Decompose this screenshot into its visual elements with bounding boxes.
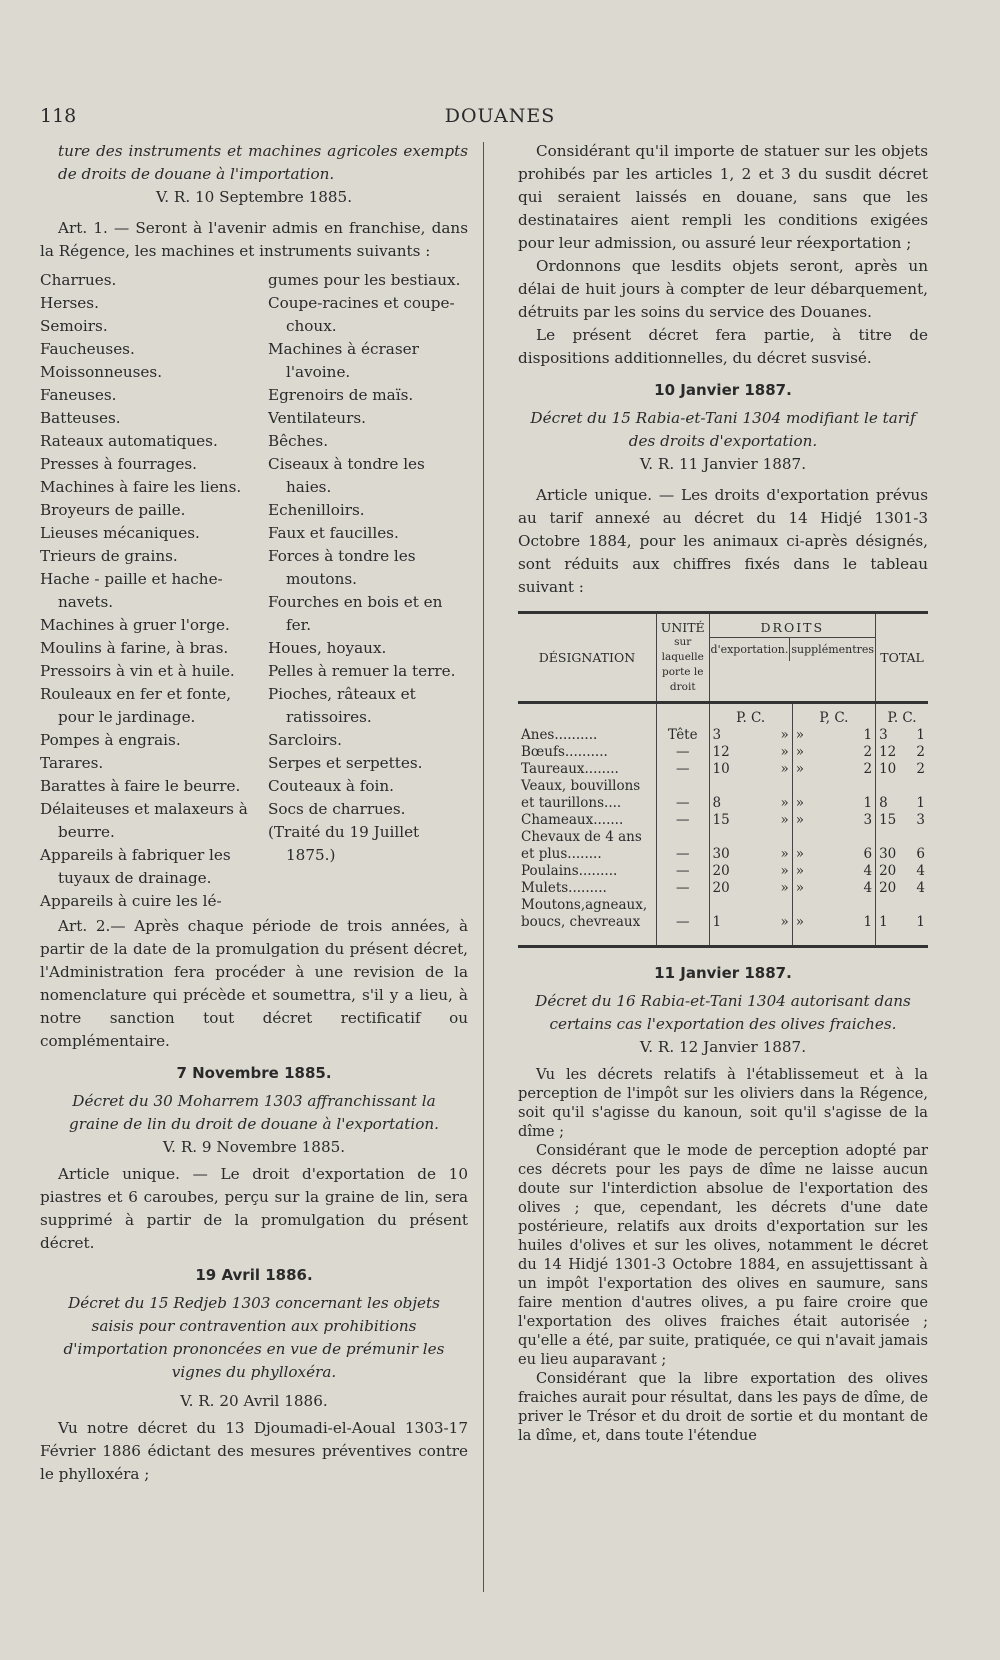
list-item: Coupe-racines et coupe-choux. [268,294,455,335]
value-p: » [795,880,805,896]
list-item: Machines à faire les liens. [40,478,242,496]
value-p: » [795,795,805,811]
col-droits [709,613,876,703]
value-c: 4 [916,880,925,896]
article-1: Art. 1. — Seront à l'avenir admis en franchise, dans la Régence, les machines et instruments suivants : [40,219,468,260]
value-c: » [780,744,789,760]
row-designation: Taureaux........ [521,761,619,777]
list-item: Moulins à farine, à bras. [40,639,229,657]
row-unit: — [656,778,709,812]
list-item: Rateaux automatiques. [40,432,218,450]
machines-list-left [40,269,252,913]
row-total [876,761,928,778]
list-item: Batteuses. [40,409,121,427]
row-exportation [709,778,792,812]
col-supplementaires: supplémentres [789,637,875,661]
decree-title: Décret du 15 Rabia-et-Tani 1304 modifiant le tarif des droits d'exportation. [530,409,916,450]
col-unite [656,613,709,703]
value-p: 12 [879,744,897,760]
vr-line: V. R. 9 Novembre 1885. [162,1138,346,1156]
paragraph: Considérant que le mode de perception adopté par ces décrets pour les pays de dîme ne laisse aucun doute sur l'interdiction absolue de l'exportation des olives ; que, cependant, les décrets d'une date postérieure, relatifs aux droits d'exportation sur les huiles d'olives et sur les olives, notamment le décret du 14 Hidjé 1301-3 Octobre 1884, en assujettissant à un impôt l'exportation des olives en saumure, sans faire mention d'autres olives, a pu faire croire que l'exportation des olives fraiches était autorisée ; qu'elle a été, par suite, pratiquée, ce qui n'avait jamais eu lieu auparavant ; [518,1142,928,1368]
row-supplementaires [792,761,875,778]
row-supplementaires [792,897,875,947]
value-p: 8 [712,795,722,811]
row-supplementaires [792,727,875,744]
running-head [40,105,960,131]
list-item: Rouleaux en fer et fonte, pour le jardinage. [40,685,232,726]
table-row [518,880,928,897]
decree-title: Décret du 16 Rabia-et-Tani 1304 autorisant dans certains cas l'exportation des olives fraiches. [535,992,911,1033]
table-row [518,727,928,744]
value-p: 1 [712,914,722,930]
list-item: Sarcloirs. [268,731,342,749]
list-item: Socs de charrues. [268,800,406,818]
value-p: » [795,846,805,862]
value-c: 1 [916,914,925,930]
table-row [518,778,928,812]
row-designation: Poulains......... [521,863,618,879]
vr-line: V. R. 12 Janvier 1887. [639,1038,807,1056]
list-item: Barattes à faire le beurre. [40,777,241,795]
value-c: 6 [916,846,925,862]
list-item: Semoirs. [40,317,108,335]
value-p: 30 [712,846,730,862]
value-c: 2 [863,744,873,760]
value-p: » [795,863,805,879]
paragraph: Le présent décret fera partie, à titre de dispositions additionnelles, du décret susvisé. [518,326,928,367]
col-unite-label: UNITÉ [660,620,705,635]
decree-date: 19 Avril 1886. [195,1266,313,1284]
row-supplementaires [792,778,875,812]
row-designation: Mulets......... [521,880,607,896]
decree-title: Décret du 30 Moharrem 1303 affranchissant la graine de lin du droit de douane à l'exportation. [69,1092,439,1133]
list-item: Lieuses mécaniques. [40,524,200,542]
decree-date: 10 Janvier 1887. [654,381,792,399]
list-item: Broyeurs de paille. [40,501,186,519]
unit-label: P, C. [792,703,875,728]
value-c: 3 [863,812,873,828]
value-c: » [780,863,789,879]
value-p: 10 [879,761,897,777]
row-exportation [709,880,792,897]
row-unit: — [656,897,709,947]
value-c: 6 [863,846,873,862]
paragraph: Considérant qu'il importe de statuer sur les objets prohibés par les articles 1, 2 et 3 du susdit décret qui seraient laissés en douane, sans que les destinataires aient rempli les conditions exigées pour leur admission, ou assuré leur réexportation ; [518,142,928,252]
vr-line: V. R. 20 Avril 1886. [180,1392,328,1410]
col-designation: DÉSIGNATION [518,613,656,703]
column-divider [483,142,484,1592]
page-number: 118 [40,105,77,127]
row-unit: — [656,744,709,761]
value-c: 1 [863,914,873,930]
row-unit: — [656,812,709,829]
value-p: 8 [879,795,888,811]
tariff-table [518,611,928,948]
article-unique: Article unique. — Les droits d'exportation prévus au tarif annexé au décret du 14 Hidjé 1301-3 Octobre 1884, pour les animaux ci-après désignés, sont réduits aux chiffres fixés dans le tableau suivant : [518,486,928,596]
list-item: Pressoirs à vin et à huile. [40,662,235,680]
value-c: » [780,795,789,811]
list-item: Faneuses. [40,386,117,404]
value-c: 1 [916,795,925,811]
value-p: 30 [879,846,897,862]
paragraph: Vu notre décret du 13 Djoumadi-el-Aoual 1303-17 Février 1886 édictant des mesures préventives contre le phylloxéra ; [40,1419,468,1483]
value-c: 4 [863,863,873,879]
value-c: 2 [916,744,925,760]
row-exportation [709,744,792,761]
value-p: 10 [712,761,730,777]
running-title: DOUANES [444,105,556,127]
list-item: Faucheuses. [40,340,135,358]
list-item: Couteaux à foin. [268,777,394,795]
list-item: Serpes et serpettes. [268,754,423,772]
value-p: » [795,744,805,760]
row-total [876,778,928,812]
value-c: » [780,727,789,743]
table-row [518,744,928,761]
value-c: 2 [916,761,925,777]
value-p: 20 [712,863,730,879]
list-item: Echenilloirs. [268,501,365,519]
row-total [876,863,928,880]
col-unite-sub: sur laquelle porte le droit [661,636,704,693]
list-item: Forces à tondre les moutons. [268,547,416,588]
list-item: Bêches. [268,432,329,450]
list-item: Moissonneuses. [40,363,163,381]
value-p: 12 [712,744,730,760]
row-designation: Chameaux....... [521,812,624,828]
list-item: Tarares. [40,754,104,772]
paragraph: Considérant que la libre exportation des olives fraiches aurait pour résultat, dans les pays de dîme, de priver le Trésor et du droit de sortie et du montant de la dîme, et, dans toute l'étendue [518,1370,928,1444]
list-item: Ventilateurs. [268,409,366,427]
value-p: » [795,914,805,930]
olives-decree-text [518,1065,928,1445]
row-unit: — [656,761,709,778]
row-supplementaires [792,744,875,761]
row-exportation [709,727,792,744]
list-item: Délaiteuses et malaxeurs à beurre. [40,800,248,841]
list-item: Presses à fourrages. [40,455,197,473]
value-p: » [795,812,805,828]
value-c: » [780,761,789,777]
decree-date: 7 Novembre 1885. [176,1064,332,1082]
row-total [876,829,928,863]
value-p: 20 [879,880,897,896]
decree-date: 11 Janvier 1887. [654,964,792,982]
row-supplementaires [792,863,875,880]
list-item: Machines à écraser l'avoine. [268,340,419,381]
table-cell [518,703,656,728]
list-item: gumes pour les bestiaux. [268,271,461,289]
list-item: Faux et faucilles. [268,524,399,542]
article-2: Art. 2.— Après chaque période de trois années, à partir de la date de la promulgation du présent décret, l'Administration fera procéder à une revision de la nomenclature qui précède et soumettra, s'il y a lieu, à notre sanction tout décret rectificatif ou complémentaire. [40,917,468,1050]
vr-line: V. R. 11 Janvier 1887. [639,455,807,473]
row-designation: Chevaux de 4 ans et plus........ [521,829,642,862]
value-c: 2 [863,761,873,777]
table-row [518,829,928,863]
row-designation: Anes.......... [521,727,598,743]
unit-label: P. C. [876,703,928,728]
row-unit: Tête [656,727,709,744]
list-item: Machines à gruer l'orge. [40,616,230,634]
row-unit: — [656,880,709,897]
unit-label: P. C. [709,703,792,728]
right-column [518,140,928,1445]
row-exportation [709,812,792,829]
list-item: Pioches, râteaux et ratissoires. [268,685,416,726]
value-p: 20 [712,880,730,896]
row-exportation [709,897,792,947]
value-p: 3 [879,727,888,743]
row-designation: Moutons,agneaux, boucs, chevreaux [521,897,648,930]
decree-title: Décret du 15 Redjeb 1303 concernant les objets saisis pour contravention aux prohibitions d'importation prononcées en vue de prémunir les vignes du phylloxéra. [63,1294,445,1381]
machines-list-right [268,269,468,913]
row-supplementaires [792,812,875,829]
table-row [518,812,928,829]
row-supplementaires [792,829,875,863]
list-item: Appareils à cuire les lé- [40,892,222,910]
machines-list [40,269,468,913]
row-exportation [709,863,792,880]
row-unit: — [656,829,709,863]
list-item: Houes, hoyaux. [268,639,387,657]
row-designation: Bœufs.......... [521,744,608,760]
col-droits-sub [710,637,876,661]
left-column [40,140,468,1486]
table-row [518,897,928,947]
value-p: » [795,761,805,777]
row-designation: Veaux, bouvillons et taurillons.... [521,778,641,811]
row-total [876,727,928,744]
row-total [876,812,928,829]
decree-title-continued: ture des instruments et machines agricoles exempts de droits de douane à l'importation. [58,142,468,183]
value-p: 15 [712,812,730,828]
col-total: TOTAL [876,613,928,703]
table-row [518,761,928,778]
list-item: Trieurs de grains. [40,547,178,565]
row-total [876,897,928,947]
table-row [518,863,928,880]
row-total [876,744,928,761]
article-unique: Article unique. — Le droit d'exportation de 10 piastres et 6 caroubes, perçu sur la graine de lin, sera supprimé à partir de la promulgation du présent décret. [40,1165,468,1252]
value-p: 15 [879,812,897,828]
list-item: Fourches en bois et en fer. [268,593,443,634]
list-item: Hache - paille et hache-navets. [40,570,223,611]
vr-line: V. R. 10 Septembre 1885. [155,188,353,206]
table-cell [656,703,709,728]
col-droits-label: DROITS [760,620,825,635]
value-c: 4 [916,863,925,879]
list-item: Herses. [40,294,99,312]
row-exportation [709,761,792,778]
list-item: Pelles à remuer la terre. [268,662,456,680]
value-c: » [780,812,789,828]
value-p: 3 [712,727,722,743]
value-p: 1 [879,914,888,930]
value-c: 1 [916,727,925,743]
list-item: Ciseaux à tondre les haies. [268,455,425,496]
row-supplementaires [792,880,875,897]
units-row [518,703,928,728]
list-item: (Traité du 19 Juillet 1875.) [268,823,420,864]
value-c: » [780,880,789,896]
value-c: 1 [863,727,873,743]
list-item: Appareils à fabriquer les tuyaux de drainage. [40,846,231,887]
row-exportation [709,829,792,863]
row-unit: — [656,863,709,880]
value-p: » [795,727,805,743]
value-c: 3 [916,812,925,828]
list-item: Charrues. [40,271,117,289]
value-c: » [780,914,789,930]
list-item: Egrenoirs de maïs. [268,386,414,404]
row-total [876,880,928,897]
value-p: 20 [879,863,897,879]
value-c: » [780,846,789,862]
value-c: 1 [863,795,873,811]
value-c: 4 [863,880,873,896]
list-item: Pompes à engrais. [40,731,181,749]
paragraph: Vu les décrets relatifs à l'établissemeut et à la perception de l'impôt sur les oliviers dans la Régence, soit qu'il s'agisse du kanoun, soit qu'il s'agisse de la dîme ; [518,1066,928,1140]
paragraph: Ordonnons que lesdits objets seront, après un délai de huit jours à compter de leur débarquement, détruits par les soins du service des Douanes. [518,257,928,321]
tariff-body [518,703,928,947]
col-exportation: d'exportation. [710,637,790,661]
